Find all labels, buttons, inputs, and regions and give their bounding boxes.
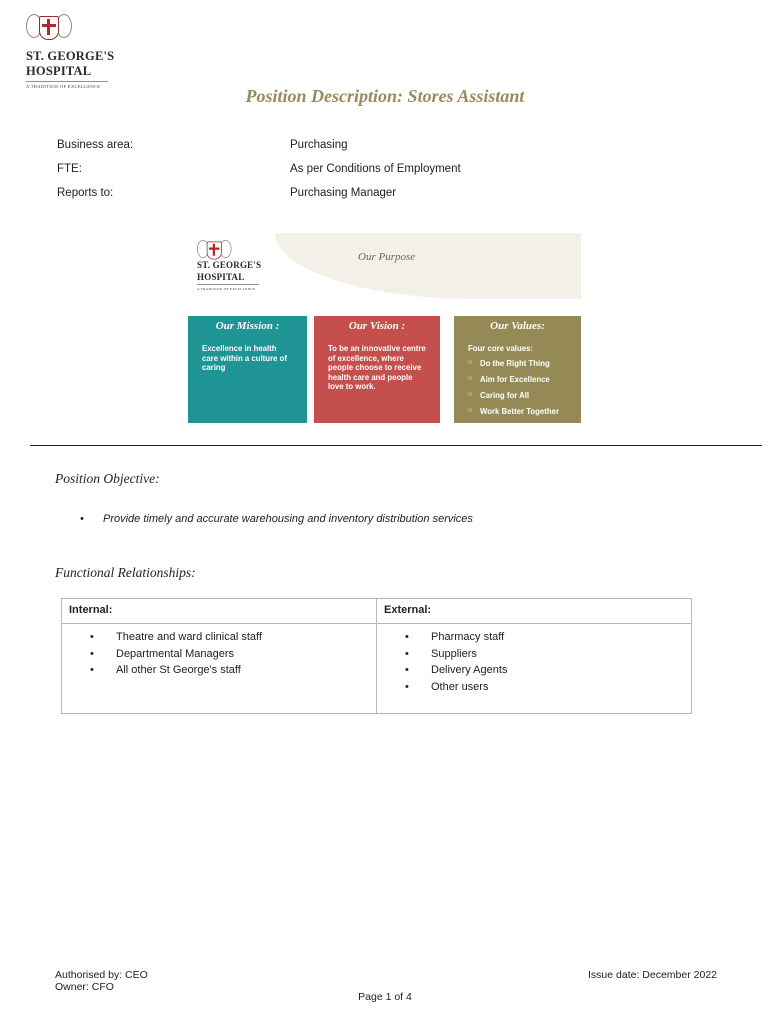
values-list xyxy=(468,359,567,416)
value-item: ○ Do the Right Thing xyxy=(468,359,567,368)
hospital-logo xyxy=(26,10,116,89)
value-item: ○ Caring for All xyxy=(468,391,567,400)
value-item: ○ Aim for Excellence xyxy=(468,375,567,384)
external-item-text: Pharmacy staff xyxy=(431,631,505,643)
internal-list xyxy=(62,624,377,714)
list-item: • Pharmacy staff xyxy=(405,631,505,643)
purpose-logo xyxy=(197,237,277,291)
internal-header: Internal: xyxy=(62,599,377,624)
purpose-banner xyxy=(275,233,581,299)
purpose-logo-tagline: A TRADITION OF EXCELLENCE xyxy=(197,287,256,291)
bullet-icon: • xyxy=(80,513,84,525)
footer-authorised: Authorised by: CEO xyxy=(55,969,148,981)
external-item-text: Delivery Agents xyxy=(431,664,508,676)
functional-relationships-heading: Functional Relationships: xyxy=(55,565,196,580)
vision-title: Our Vision : xyxy=(348,320,406,332)
info-label-business-area: Business area: xyxy=(57,139,134,151)
list-item: • Departmental Managers xyxy=(90,647,235,660)
document-title: Position Description: Stores Assistant xyxy=(245,86,525,106)
external-item-text: Other users xyxy=(431,680,489,693)
purpose-logo-name-line2: HOSPITAL xyxy=(197,271,245,282)
footer-owner: Owner: CFO xyxy=(55,981,114,993)
info-value-business-area: Purchasing xyxy=(290,139,348,151)
mission-card xyxy=(188,316,307,423)
list-item: • Other users xyxy=(405,680,489,693)
internal-item-text: All other St George's staff xyxy=(116,664,241,676)
position-objective-heading: Position Objective: xyxy=(55,471,160,486)
info-label-reports-to: Reports to: xyxy=(57,187,114,199)
internal-item-text: Departmental Managers xyxy=(116,647,235,660)
external-header: External: xyxy=(377,599,692,624)
section-divider xyxy=(30,445,762,446)
logo-name-line1: ST. GEORGE'S xyxy=(26,49,115,63)
objective-item xyxy=(80,513,473,525)
internal-item-text: Theatre and ward clinical staff xyxy=(116,631,262,643)
external-item-text: Suppliers xyxy=(431,647,477,660)
purpose-title: Our Purpose xyxy=(358,251,416,263)
hospital-crest-icon xyxy=(26,10,70,48)
values-card xyxy=(454,316,581,423)
footer-issue-date: Issue date: December 2022 xyxy=(588,969,717,981)
value-item: ○ Work Better Together xyxy=(468,407,567,416)
values-title: Our Values: xyxy=(490,320,545,332)
info-label-fte: FTE: xyxy=(57,163,82,175)
info-value-fte: As per Conditions of Employment xyxy=(290,163,461,175)
values-intro: Four core values: xyxy=(468,344,533,353)
list-item: • Delivery Agents xyxy=(405,664,508,676)
mission-title: Our Mission : xyxy=(215,320,280,332)
list-item: • All other St George's staff xyxy=(90,664,241,676)
purpose-logo-name-line1: ST. GEORGE'S xyxy=(197,260,262,270)
vision-card xyxy=(314,316,440,423)
mission-text: Excellence in health care within a culture of caring xyxy=(202,344,287,372)
list-item: • Theatre and ward clinical staff xyxy=(90,631,262,643)
relationships-table xyxy=(61,598,692,714)
logo-tagline: A TRADITION OF EXCELLENCE xyxy=(26,84,101,89)
page-number: Page 1 of 4 xyxy=(358,991,412,1003)
info-value-reports-to: Purchasing Manager xyxy=(290,187,397,199)
logo-name-line2: HOSPITAL xyxy=(26,64,92,78)
hospital-crest-icon xyxy=(197,237,223,254)
list-item: • Suppliers xyxy=(405,647,477,660)
objective-text: Provide timely and accurate warehousing and inventory distribution services xyxy=(103,513,473,525)
vision-text: To be an innovative centre of excellence, where people choose to receive health care and people love to work. xyxy=(328,344,426,391)
external-list xyxy=(377,624,692,714)
